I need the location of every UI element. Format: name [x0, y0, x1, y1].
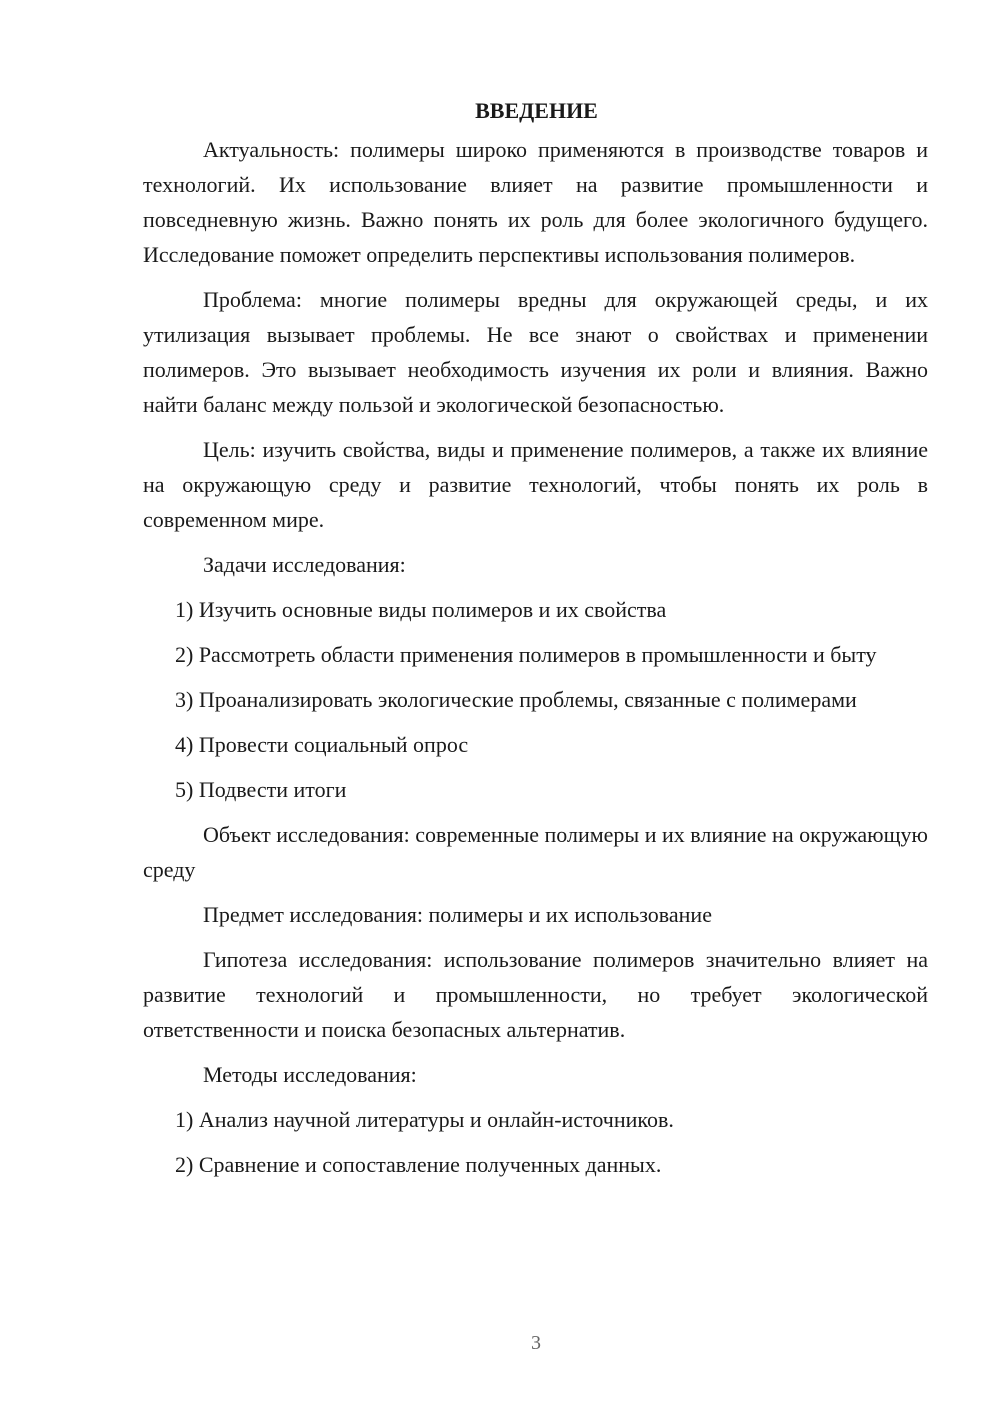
hypothesis-paragraph: Гипотеза исследования: использование полимеров значительно влияет на развитие технологий и промышленности, но требует экологической ответственности и поиска безопасных альтернатив.	[143, 947, 928, 1042]
task-item-5: 5) Подвести итоги	[175, 777, 347, 802]
object-paragraph: Объект исследования: современные полимеры и их влияние на окружающую среду	[143, 822, 928, 882]
goal-paragraph: Цель: изучить свойства, виды и применение полимеров, а также их влияние на окружающую среду и развитие технологий, чтобы понять их роль в современном мире.	[143, 437, 928, 532]
task-item-2: 2) Рассмотреть области применения полимеров в промышленности и быту	[175, 642, 877, 667]
document-body	[143, 93, 928, 1192]
relevance-paragraph: Актуальность: полимеры широко применяются в производстве товаров и технологий. Их использование влияет на развитие промышленности и повседневную жизнь. Важно понять их роль для более экологичного будущего. Исследование поможет определить перспективы использования полимеров.	[143, 137, 928, 267]
tasks-heading: Задачи исследования:	[203, 552, 406, 577]
task-item-3: 3) Проанализировать экологические проблемы, связанные с полимерами	[175, 687, 857, 712]
problem-paragraph: Проблема: многие полимеры вредны для окружающей среды, и их утилизация вызывает проблемы. Не все знают о свойствах и применении полимеров. Это вызывает необходимость изучения их роли и влияния. Важно найти баланс между пользой и экологической безопасностью.	[143, 287, 928, 417]
task-item-4: 4) Провести социальный опрос	[175, 732, 469, 757]
subject-paragraph: Предмет исследования: полимеры и их использование	[203, 902, 712, 927]
method-item-1: 1) Анализ научной литературы и онлайн-источников.	[175, 1107, 674, 1132]
page-number: 3	[531, 1332, 541, 1354]
task-item-1: 1) Изучить основные виды полимеров и их свойства	[175, 597, 667, 622]
page-title: ВВЕДЕНИЕ	[475, 98, 598, 123]
methods-heading: Методы исследования:	[203, 1062, 417, 1087]
method-item-2: 2) Сравнение и сопоставление полученных данных.	[175, 1152, 662, 1177]
